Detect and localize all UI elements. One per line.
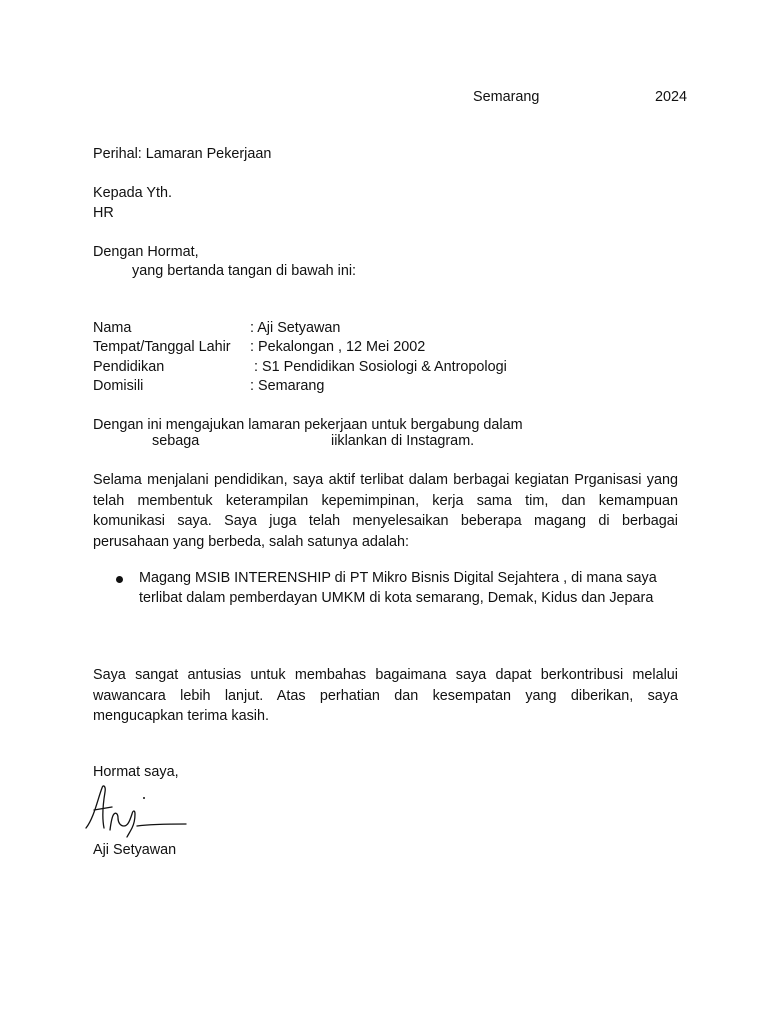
application-line-2a: sebaga [152, 433, 200, 449]
signature-name: Aji Setyawan [93, 842, 177, 858]
identity-value: : Pekalongan , 12 Mei 2002 [250, 339, 426, 355]
identity-label: Domisili [93, 378, 144, 394]
identity-label: Tempat/Tanggal Lahir [93, 339, 231, 355]
identity-value: : Semarang [250, 378, 325, 394]
subject-line: Perihal: Lamaran Pekerjaan [93, 146, 272, 162]
signoff: Hormat saya, [93, 764, 179, 780]
closing-paragraph: Saya sangat antusias untuk membahas bagaimana saya dapat berkontribusi melalui wawancara lebih lanjut. Atas perhatian dan kesempatan yang diberikan, saya mengucapkan terima kasih. [93, 667, 678, 724]
header-year: 2024 [655, 89, 688, 105]
application-line-1: Dengan ini mengajukan lamaran pekerjaan untuk bergabung dalam [93, 417, 523, 433]
recipient-line-1: Kepada Yth. [93, 185, 172, 201]
bullet-icon [116, 576, 123, 583]
intro-line: yang bertanda tangan di bawah ini: [132, 263, 357, 279]
application-line-2b: iiklankan di Instagram. [331, 433, 475, 449]
signature-image [80, 780, 190, 840]
identity-label: Nama [93, 320, 132, 336]
header-city: Semarang [473, 89, 540, 105]
experience-bullet: Magang MSIB INTERENSHIP di PT Mikro Bisnis Digital Sejahtera , di mana saya terlibat dalam pemberdayan UMKM di kota semarang, Demak, Kidus dan Jepara [139, 570, 657, 606]
identity-label: Pendidikan [93, 359, 165, 375]
recipient-line-2: HR [93, 205, 114, 221]
greeting: Dengan Hormat, [93, 244, 199, 260]
experience-paragraph: Selama menjalani pendidikan, saya aktif terlibat dalam berbagai kegiatan Prganisasi yang telah membentuk keterampilan kepemimpinan, kerja sama tim, dan kemampuan komunikasi saya. Saya juga telah menyelesaikan beberapa magang di berbagai perusahaan yang berbeda, salah satunya adalah: [93, 472, 678, 550]
identity-value: : S1 Pendidikan Sosiologi & Antropologi [254, 359, 507, 375]
identity-value: : Aji Setyawan [250, 320, 341, 336]
